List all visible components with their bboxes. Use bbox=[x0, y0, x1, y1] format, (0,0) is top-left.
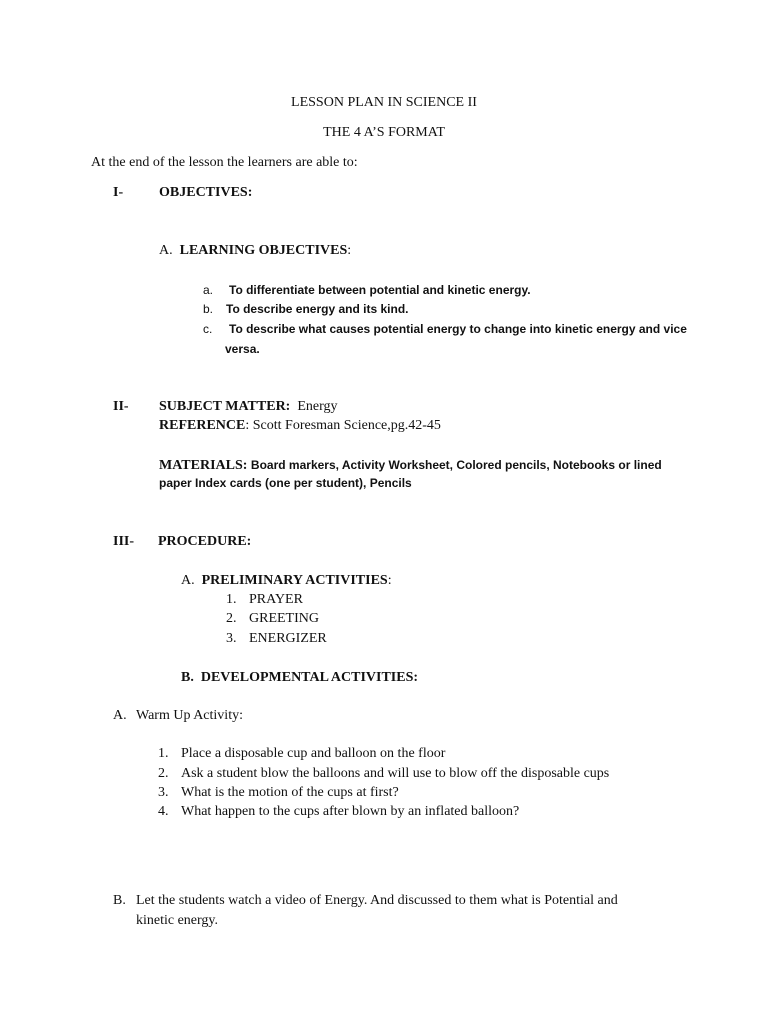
list-item: What happen to the cups after blown by an inflated balloon? bbox=[181, 804, 520, 819]
materials-continuation: paper Index cards (one per student), Pencils bbox=[159, 476, 412, 490]
section-number-subject: II- bbox=[113, 399, 129, 414]
subsection-title: LEARNING OBJECTIVES bbox=[179, 243, 348, 258]
reference-line bbox=[159, 417, 441, 435]
objective-item: To describe what causes potential energy to change into kinetic energy and vice bbox=[229, 322, 687, 336]
materials-label: MATERIALS: bbox=[159, 458, 248, 473]
materials-value: Board markers, Activity Worksheet, Colored pencils, Notebooks or lined bbox=[250, 458, 662, 472]
subsection-title: PRELIMINARY ACTIVITIES bbox=[201, 573, 388, 588]
section-number-procedure: III- bbox=[113, 534, 135, 549]
subject-matter-value: Energy bbox=[297, 399, 338, 414]
materials-line bbox=[159, 456, 662, 475]
subsection-letter: A. bbox=[181, 573, 195, 588]
subject-matter-label: SUBJECT MATTER: bbox=[159, 399, 291, 414]
video-letter: B. bbox=[113, 893, 126, 908]
list-marker: 2. bbox=[226, 611, 237, 626]
subsection-colon: : bbox=[387, 573, 392, 588]
section-heading-procedure: PROCEDURE: bbox=[158, 534, 252, 549]
intro-text: At the end of the lesson the learners are able to: bbox=[91, 155, 358, 170]
objective-item-continuation: versa. bbox=[225, 342, 260, 356]
list-marker: 2. bbox=[158, 766, 169, 781]
subsection-title: DEVELOPMENTAL ACTIVITIES: bbox=[200, 670, 419, 685]
list-marker: 1. bbox=[226, 592, 237, 607]
list-item: Ask a student blow the balloons and will use to blow off the disposable cups bbox=[181, 766, 610, 781]
section-number-objectives: I- bbox=[113, 185, 124, 200]
section-heading-objectives: OBJECTIVES: bbox=[159, 185, 253, 200]
developmental-activities-heading bbox=[181, 669, 418, 687]
video-text: Let the students watch a video of Energy. And discussed to them what is Potential and bbox=[136, 893, 618, 908]
document-subtitle: THE 4 A’S FORMAT bbox=[323, 125, 445, 140]
objective-marker: c. bbox=[203, 322, 213, 336]
subsection-letter: B. bbox=[181, 670, 194, 685]
reference-value: : Scott Foresman Science,pg.42-45 bbox=[245, 418, 441, 433]
objective-item: To differentiate between potential and kinetic energy. bbox=[229, 283, 531, 297]
list-item: What is the motion of the cups at first? bbox=[181, 785, 399, 800]
subsection-letter: A. bbox=[159, 243, 173, 258]
video-text-continuation: kinetic energy. bbox=[136, 913, 219, 928]
subsection-colon: : bbox=[347, 243, 352, 258]
objective-marker: b. bbox=[203, 302, 214, 316]
reference-label: REFERENCE bbox=[159, 418, 246, 433]
learning-objectives-heading bbox=[159, 242, 351, 260]
objective-marker: a. bbox=[203, 283, 214, 297]
list-item: GREETING bbox=[249, 611, 319, 626]
list-item: ENERGIZER bbox=[249, 631, 327, 646]
subject-matter-line bbox=[159, 398, 338, 416]
preliminary-activities-heading bbox=[181, 572, 392, 590]
list-marker: 1. bbox=[158, 746, 169, 761]
list-marker: 3. bbox=[158, 785, 169, 800]
list-marker: 3. bbox=[226, 631, 237, 646]
warmup-letter: A. bbox=[113, 708, 127, 723]
list-item: Place a disposable cup and balloon on the floor bbox=[181, 746, 446, 761]
warmup-heading: Warm Up Activity: bbox=[136, 708, 243, 723]
objective-item: To describe energy and its kind. bbox=[226, 302, 409, 316]
list-marker: 4. bbox=[158, 804, 169, 819]
document-title: LESSON PLAN IN SCIENCE II bbox=[291, 95, 477, 110]
list-item: PRAYER bbox=[249, 592, 303, 607]
